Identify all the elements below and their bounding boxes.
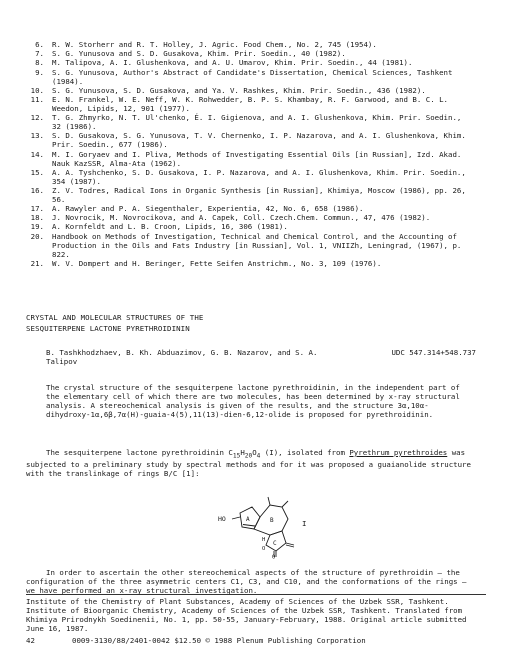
compound-number: I [302, 519, 307, 528]
authors: B. Tashkhodzhaev, B. Kh. Abduazimov, G. B. Nazarov, and S. A. Talipov [46, 348, 318, 366]
reference-item [26, 213, 466, 222]
reference-number: 7. [35, 49, 44, 59]
reference-text: T. G. Zhmyrko, N. T. Ul'chenko, É. I. Gigienova, and A. I. Glushenkova, Khim. Prir. Soedin., 32 (1986). [52, 113, 462, 132]
reference-text: S. D. Gusakova, S. G. Yunusova, T. V. Chernenko, I. P. Nazarova, and A. I. Glushenkova, Khim. Prir. Soedin., 677 (1986). [52, 131, 466, 150]
reference-item [26, 40, 466, 49]
hydroxyl-label: HO [218, 515, 226, 523]
reference-item [26, 168, 466, 186]
reference-item [26, 150, 466, 168]
reference-text: S. G. Yunusova, S. D. Gusakova, and Ya. V. Rashkes, Khim. Prir. Soedin., 436 (1982). [52, 85, 426, 95]
reference-item [26, 204, 466, 213]
reference-text: A. A. Tyshchenko, S. D. Gusakova, I. P. Nazarova, and A. I. Glushenkova, Khim. Prir. Soedin., 354 (1987). [52, 167, 466, 186]
reference-number: 12. [30, 113, 44, 123]
reference-number: 13. [30, 131, 44, 141]
reference-item [26, 113, 466, 131]
reference-number: 19. [30, 222, 44, 232]
article-title-line: CRYSTAL AND MOLECULAR STRUCTURES OF THE [26, 313, 204, 322]
reference-text: S. G. Yunusova, Author's Abstract of Candidate's Dissertation, Chemical Sciences, Tashkent (1984). [52, 67, 453, 86]
body-text: The sesquiterpene lactone pyrethroidinin C [46, 448, 233, 457]
body-text: H [240, 448, 245, 457]
reference-item [26, 68, 466, 86]
reference-number: 9. [35, 67, 44, 77]
reference-text: M. I. Goryaev and I. Pliva, Methods of Investigating Essential Oils [in Russian], Izd. Akad. Nauk KazSSR, Alma-Ata (1962). [52, 149, 462, 168]
subscript: 4 [256, 452, 261, 460]
udc-code: UDC 547.314+548.737 [391, 348, 476, 357]
reference-item [26, 86, 466, 95]
reference-list [26, 40, 466, 268]
reference-item [26, 222, 466, 231]
page-number: 42 [26, 636, 35, 645]
reference-item [26, 186, 466, 204]
body-text: (I), isolated from [260, 448, 350, 457]
reference-text: A. Kornfeldt and L. B. Croon, Lipids, 16, 306 (1981). [52, 222, 288, 232]
body-text: was subjected to a preliminary study by spectral methods and for it was proposed a guaianolide structure with the translinkage of rings B/C [1]: [26, 448, 471, 479]
reference-number: 18. [30, 213, 44, 223]
reference-number: 8. [35, 58, 44, 68]
body-text: O [252, 448, 257, 457]
ring-oxygen-label: O [262, 546, 266, 552]
ring-a-label: A [246, 516, 250, 523]
reference-text: E. N. Frankel, W. E. Neff, W. K. Rohwedder, B. P. S. Khambay, R. F. Garwood, and B. C. L. Weedon, Lipids, 12, 901 (1977). [52, 94, 449, 113]
reference-item [26, 49, 466, 58]
reference-number: 21. [30, 258, 44, 268]
article-title [26, 313, 203, 335]
reference-text: Handbook on Methods of Investigation, Technical and Chemical Control, and the Accounting of Production in the Oils and Fats Industry [in Russian], Vol. 1, VNIIZh, Leningrad, (1967), p. 822. [52, 231, 462, 259]
byline [46, 348, 476, 366]
reference-number: 14. [30, 149, 44, 159]
reference-number: 20. [30, 231, 44, 241]
reference-number: 17. [30, 204, 44, 214]
reference-text: S. G. Yunusova and S. D. Gusakova, Khim. Prir. Soedin., 40 (1982). [52, 49, 346, 59]
reference-item [26, 131, 466, 149]
copyright-line: 0009-3130/88/2401-0042 $12.50 © 1988 Plenum Publishing Corporation [72, 636, 366, 645]
body-paragraph [26, 448, 471, 478]
reference-item [26, 58, 466, 67]
reference-text: R. W. Storherr and R. T. Holley, J. Agric. Food Chem., No. 2, 745 (1954). [52, 40, 377, 49]
reference-number: 10. [30, 85, 44, 95]
abstract: The crystal structure of the sesquiterpene lactone pyrethroidinin, in the independent part of the elementary cell of which there are two molecules, has been determined by x-ray structural analysis. A stereochemical analysis is given of the results, and the structure 3α,10α-dihydroxy-1α,6β,7α(H)-guaia-4(5),11(13)-dien-6,12-olide is proposed for pyrethroidinin. [46, 383, 460, 419]
ring-c-label: C [273, 540, 277, 547]
reference-text: A. Rawyler and P. A. Siegenthaler, Experientia, 42, No. 6, 658 (1986). [52, 204, 364, 214]
reference-number: 16. [30, 185, 44, 195]
ring-b-label: B [270, 517, 274, 524]
article-title-line: SESQUITERPENE LACTONE PYRETHROIDININ [26, 324, 190, 333]
reference-text: W. V. Dompert and H. Beringer, Fette Seifen Anstrichm., No. 3, 109 (1976). [52, 258, 382, 268]
affiliation-footnote: Institute of the Chemistry of Plant Substances, Academy of Sciences of the Uzbek SSR, Tashkent. Institute of Bioorganic Chemistry, Academy of Sciences of the Uzbek SSR, Tashkent. Translated from Khimiya Prirodnykh Soedinenii, No. 1, pp. 50-55, January-February, 1988. Original article submitted June 16, 1987. [26, 594, 486, 633]
reference-item [26, 259, 466, 268]
reference-item [26, 232, 466, 259]
reference-number: 15. [30, 167, 44, 177]
subscript: 15 [232, 452, 241, 460]
body-paragraph: In order to ascertain the other stereochemical aspects of the structure of pyrethroidin — the configuration of the three asymmetric centers C1, C3, and C10, and the conformations of the rings — we have performed an x-ray structural investigation. [26, 568, 467, 595]
reference-text: M. Talipova, A. I. Glushenkova, and A. U. Umarov, Khim. Prir. Soedin., 44 (1981). [52, 58, 413, 68]
reference-text: J. Novrocik, M. Novrocikova, and A. Capek, Coll. Czech.Chem. Commun., 47, 476 (1982). [52, 213, 431, 223]
hydrogen-label: H [262, 537, 266, 543]
reference-text: Z. V. Todres, Radical Ions in Organic Synthesis [in Russian], Khimiya, Moscow (1986), pp. 26, 56. [52, 185, 466, 204]
plant-name: Pyrethrum pyrethroides [349, 448, 448, 457]
reference-item [26, 95, 466, 113]
reference-number: 11. [30, 94, 44, 104]
subscript: 20 [244, 452, 253, 460]
carbonyl-oxygen-label: O [272, 554, 276, 559]
reference-number: 6. [35, 40, 44, 49]
